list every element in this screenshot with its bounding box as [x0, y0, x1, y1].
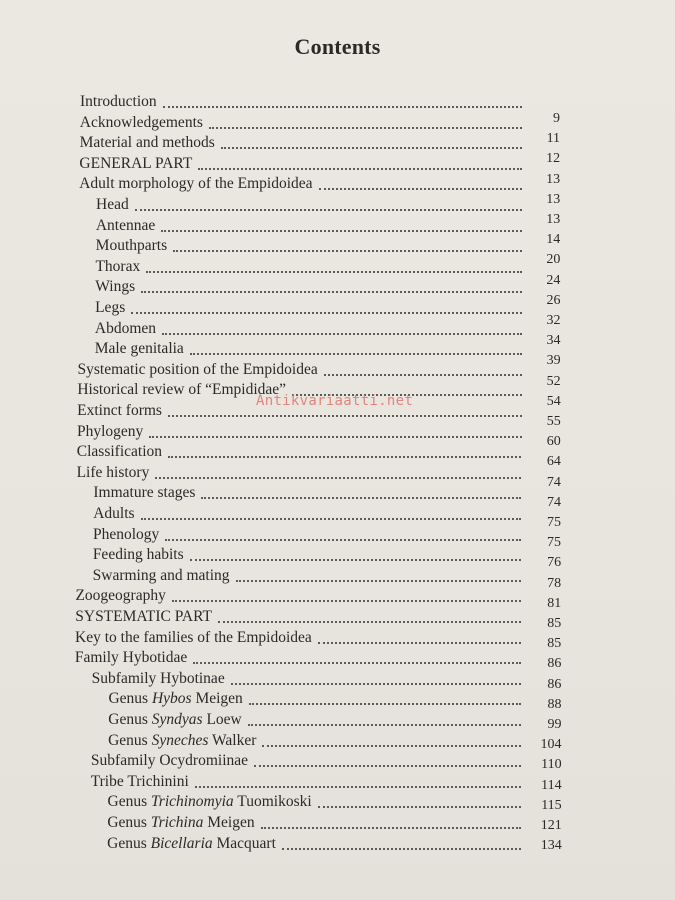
toc-entry-label: Life history	[76, 463, 150, 481]
page-number: 134	[540, 838, 562, 854]
page-number: 34	[546, 333, 561, 349]
toc-entry	[77, 463, 522, 483]
toc-entry	[108, 731, 521, 751]
leader-dots	[249, 702, 521, 705]
page-number: 54	[546, 393, 561, 409]
leader-dots	[168, 414, 522, 417]
toc-entry-label: Classification	[76, 443, 163, 461]
leader-dots	[149, 435, 521, 438]
page-number: 110	[541, 757, 562, 773]
toc-entry	[91, 772, 521, 792]
toc-entry-label: Antennae	[95, 216, 156, 234]
toc-entry-label: Genus Syndyas Loew	[108, 711, 242, 728]
leader-dots	[282, 847, 521, 850]
toc-entry-label: Genus Trichina Meigen	[107, 814, 255, 831]
leader-dots	[218, 620, 521, 623]
toc-entry-label: Subfamily Hybotinae	[91, 669, 225, 687]
toc-entry	[93, 525, 521, 545]
leader-dots	[141, 517, 522, 520]
toc-entry	[95, 277, 521, 297]
page-number: 86	[547, 656, 562, 672]
toc-entry-label: Abdomen	[94, 319, 157, 337]
toc-entry	[93, 504, 521, 524]
toc-entry-label: Key to the families of the Empidoidea	[75, 628, 312, 646]
toc-entry	[77, 422, 522, 442]
leader-dots	[193, 661, 521, 664]
page-number: 52	[546, 373, 561, 389]
toc-entry-label: Swarming and mating	[92, 566, 230, 584]
leader-dots	[254, 764, 521, 767]
leader-dots	[318, 805, 521, 808]
leader-dots	[173, 249, 522, 252]
toc-entry-label: Family Hybotidae	[74, 649, 188, 667]
toc-entry-label: Tribe Trichinini	[90, 772, 189, 790]
leader-dots	[131, 311, 521, 314]
leader-dots	[319, 187, 522, 190]
page-number: 74	[546, 474, 561, 490]
page-number: 64	[546, 454, 561, 470]
toc-entry	[96, 216, 522, 236]
page-number: 85	[547, 636, 562, 652]
toc-entry-label: GENERAL PART	[79, 154, 193, 172]
toc-entry	[79, 174, 522, 194]
toc-entry-label: Phenology	[93, 525, 160, 543]
toc-entry-label: Legs	[95, 299, 126, 316]
leader-dots	[135, 208, 522, 211]
toc-entry-label: Genus Hybos Meigen	[108, 690, 243, 708]
leader-dots	[248, 723, 521, 726]
page-number: 13	[546, 171, 561, 187]
page-number: 32	[546, 313, 561, 328]
toc-entry-label: Male genitalia	[94, 340, 184, 358]
leader-dots	[163, 105, 522, 108]
leader-dots	[231, 682, 521, 685]
page-number: 121	[540, 818, 562, 833]
page-number: 60	[546, 434, 561, 450]
toc-entry	[80, 92, 522, 112]
leader-dots	[155, 476, 521, 479]
toc-entry	[95, 257, 521, 277]
page-number: 115	[541, 797, 562, 813]
watermark-text: Antikvariaatti.net	[256, 393, 414, 409]
leader-dots	[324, 373, 522, 376]
toc-entry	[91, 751, 521, 771]
toc-entry	[93, 545, 522, 565]
leader-dots	[165, 538, 521, 541]
toc-entry	[95, 319, 522, 339]
page-number: 74	[546, 494, 561, 510]
toc-entry-label: Material and methods	[79, 134, 215, 152]
leader-dots	[198, 167, 522, 170]
leader-dots	[168, 455, 521, 458]
toc-entry	[108, 689, 521, 709]
toc-entry	[95, 298, 522, 318]
toc-entry-label: Zoogeography	[75, 587, 166, 605]
page-number: 26	[546, 292, 561, 308]
page-number: 55	[546, 414, 561, 429]
leader-dots	[195, 785, 521, 788]
page-number: 39	[546, 353, 561, 369]
page-number: 88	[547, 696, 562, 712]
leader-dots	[262, 744, 521, 747]
page-number: 86	[547, 676, 562, 692]
toc-entry	[108, 710, 521, 730]
page-number: 99	[547, 717, 562, 732]
toc-entry-label: Wings	[95, 278, 136, 296]
toc-entry	[108, 792, 521, 812]
page-number: 104	[540, 737, 562, 753]
toc-entry-label: Thorax	[95, 257, 141, 275]
leader-dots	[190, 352, 522, 355]
toc-entry	[96, 195, 522, 215]
toc-entry-label: Subfamily Ocydromiinae	[90, 752, 249, 770]
page-number: 24	[546, 272, 561, 288]
toc-entry-label: Immature stages	[93, 484, 196, 502]
leader-dots	[221, 146, 522, 149]
leader-dots	[172, 599, 521, 602]
leader-dots	[318, 641, 521, 644]
page-number: 78	[547, 575, 562, 591]
toc-entry-label: Acknowledgements	[79, 113, 203, 131]
toc-entry-label: Genus Bicellaria Macquart	[107, 834, 276, 852]
toc-entry-label: Genus Syneches Walker	[108, 731, 257, 749]
toc-entry	[75, 648, 521, 668]
toc-entry-label: Systematic position of the Empidoidea	[77, 360, 318, 378]
toc-entry	[93, 566, 522, 586]
toc-entry	[80, 113, 522, 133]
leader-dots	[162, 332, 522, 335]
page-number: 9	[553, 111, 560, 126]
page-number: 13	[546, 191, 561, 207]
page-number: 76	[547, 555, 562, 571]
leader-dots	[146, 270, 522, 273]
toc-entry-label: Head	[96, 196, 129, 213]
page-number: 85	[547, 616, 562, 631]
toc-entry	[80, 133, 522, 153]
toc-entry-label: Historical review of “Empididae”	[77, 381, 287, 399]
page-number: 11	[546, 131, 561, 147]
toc-entry-label: Adult morphology of the Empidoidea	[79, 175, 313, 193]
toc-entry-label: Phylogeny	[76, 422, 144, 440]
leader-dots	[261, 826, 521, 829]
toc-entry	[75, 628, 521, 648]
leader-dots	[201, 496, 521, 499]
toc-entry-label: Introduction	[80, 93, 157, 110]
toc-entry	[92, 669, 521, 689]
leader-dots	[190, 558, 522, 561]
page-number: 13	[546, 212, 561, 227]
toc-entry	[75, 586, 521, 606]
leader-dots	[236, 579, 522, 582]
page-title: Contents	[294, 34, 381, 59]
page-number: 14	[546, 232, 561, 248]
toc-entry	[79, 154, 521, 174]
toc-entry-label: Extinct forms	[77, 402, 162, 419]
toc-entry	[77, 442, 522, 462]
toc-entry	[107, 813, 521, 833]
toc-entry-label: SYSTEMATIC PART	[75, 608, 212, 625]
toc-entry	[93, 483, 521, 503]
leader-dots	[141, 290, 522, 293]
page-number: 20	[546, 252, 561, 268]
toc-entry	[78, 360, 522, 380]
toc-entry-label: Adults	[93, 505, 135, 522]
page-number: 75	[547, 535, 562, 551]
toc-entry	[75, 607, 521, 627]
toc-entry	[107, 834, 521, 854]
page-number: 12	[546, 151, 561, 167]
toc-entry-label: Feeding habits	[92, 546, 184, 564]
toc-entry-label: Mouthparts	[95, 237, 168, 255]
page-number: 75	[547, 515, 561, 530]
toc-entry	[96, 236, 522, 256]
toc-entry	[95, 339, 522, 359]
page-number: 81	[547, 595, 562, 611]
leader-dots	[161, 229, 522, 232]
leader-dots	[209, 126, 522, 129]
toc-entry-label: Genus Trichinomyia Tuomikoski	[107, 793, 312, 811]
page-number: 114	[541, 777, 562, 793]
